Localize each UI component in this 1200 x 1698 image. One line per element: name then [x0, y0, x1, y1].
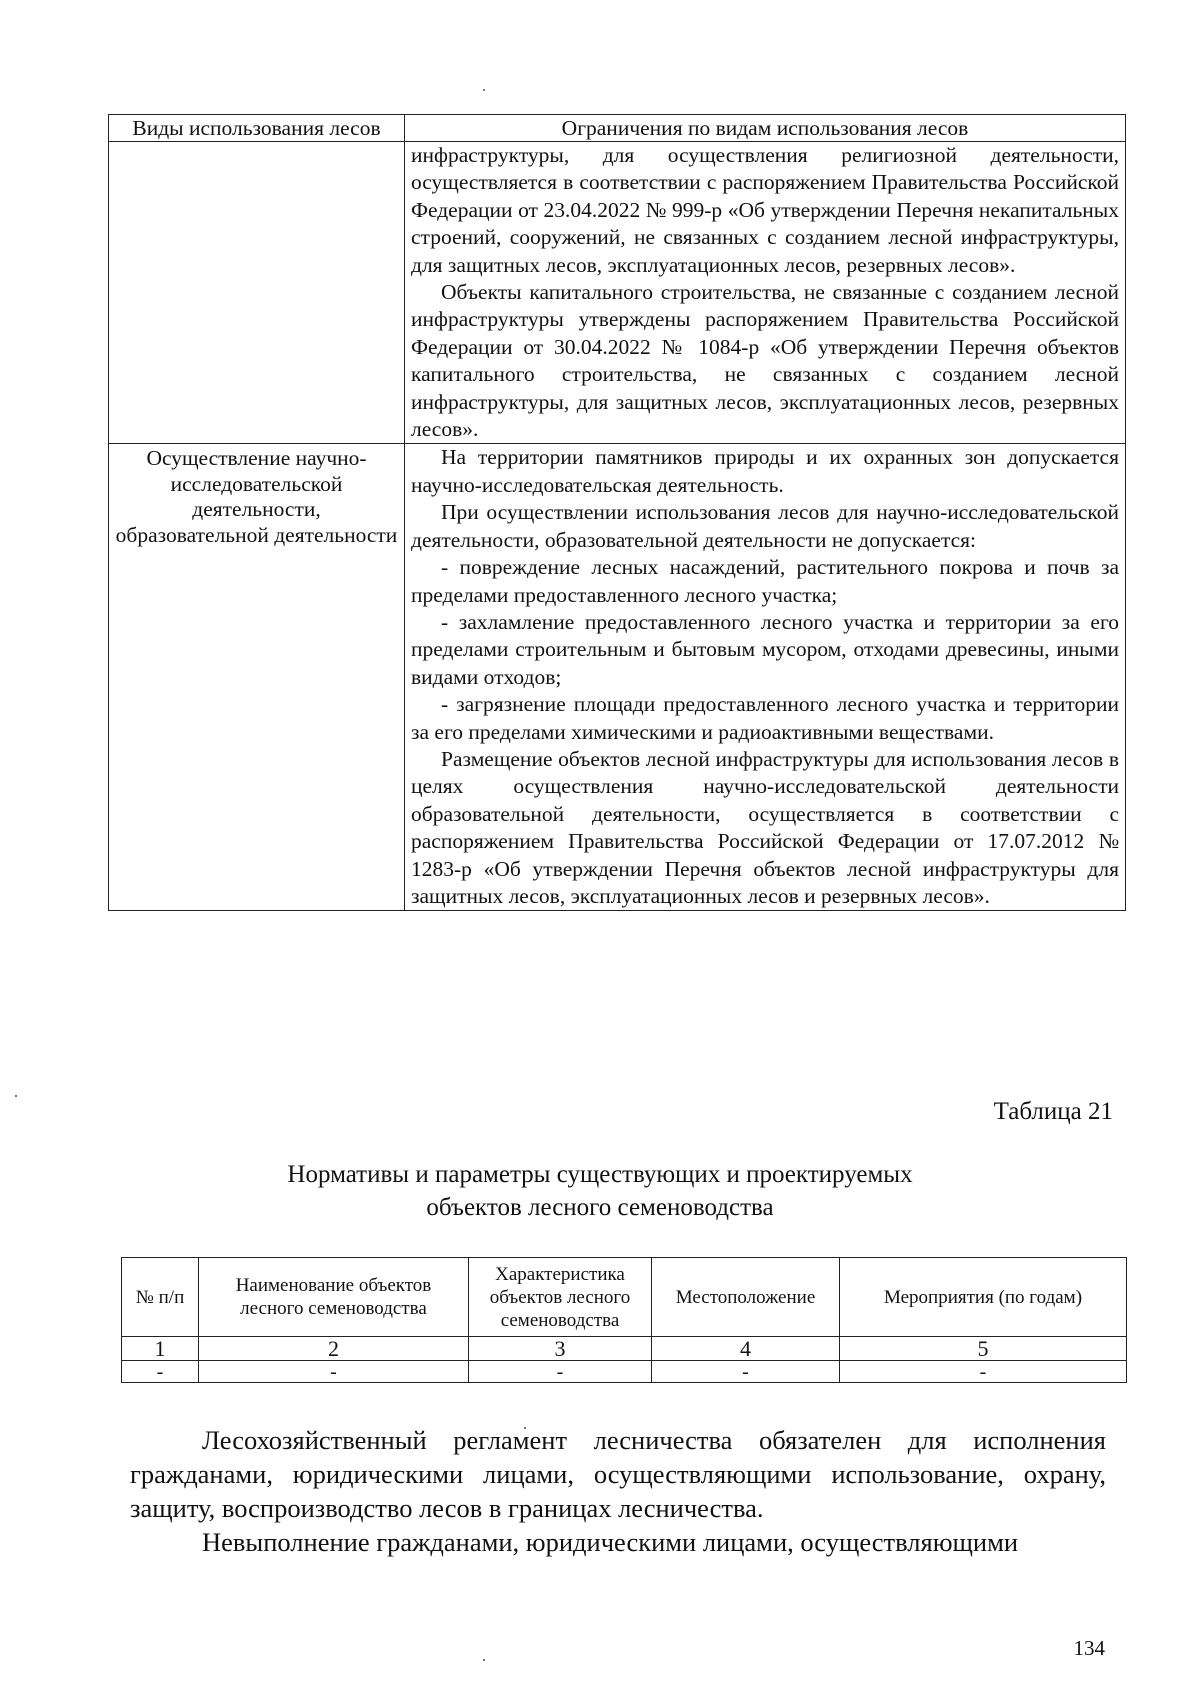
table-header-row	[122, 1258, 1127, 1337]
restriction-list-item: - загрязнение площади предоставленного лесного участка и территории за его пределами химическими и радиоактивными веществами.	[411, 692, 1119, 744]
forest-use-restrictions-table	[108, 114, 1126, 911]
page-number: 134	[1073, 1636, 1105, 1660]
restriction-paragraph: инфраструктуры, для осуществления религиозной деятельности, осуществляется в соответствии с распоряжением Правительства Российской Федерации от 23.04.2022 № 999-р «Об утверждении Перечня некапитальных строений, сооружений, не связанных с созданием лесной инфраструктуры, для защитных лесов, эксплуатационных лесов, резервных лесов».	[411, 143, 1119, 277]
body-paragraph: Лесохозяйственный регламент лесничества обязателен для исполнения гражданами, юридическими лицами, осуществляющими использование, охрану, защиту, воспроизводство лесов в границах лесничества.	[130, 1425, 1106, 1523]
column-header-measures: Мероприятия (по годам)	[840, 1258, 1127, 1337]
table-caption: Таблица 21	[993, 1098, 1113, 1125]
table-cell: -	[199, 1361, 469, 1383]
restriction-list-item: - повреждение лесных насаждений, растительного покрова и почв за пределами предоставленного лесного участка;	[411, 555, 1119, 607]
table-cell: -	[840, 1361, 1127, 1383]
column-number: 1	[122, 1337, 199, 1361]
table-title	[0, 1158, 1200, 1224]
restriction-paragraph: Размещение объектов лесной инфраструктуры для использования лесов в целях осуществления научно-исследовательской деятельности образовательной деятельности, осуществляется в соответствии с распоряжением Правительства Российской Федерации от 17.07.2012 № 1283-р «Об утверждении Перечня объектов лесной инфраструктуры для защитных лесов, эксплуатационных лесов и резервных лесов».	[411, 746, 1119, 908]
table-cell: -	[652, 1361, 840, 1383]
table-cell: -	[122, 1361, 199, 1383]
column-number: 2	[199, 1337, 469, 1361]
column-number: 3	[469, 1337, 652, 1361]
restrictions-cell	[405, 142, 1126, 444]
column-number-row	[122, 1337, 1127, 1361]
scan-speck	[483, 1659, 485, 1661]
table-cell: -	[469, 1361, 652, 1383]
table-header-row	[109, 115, 1126, 142]
column-header-object-name: Наименование объектов лесного семеноводства	[199, 1258, 469, 1337]
restriction-paragraph: Объекты капитального строительства, не связанные с созданием лесной инфраструктуры утверждены распоряжением Правительства Российской Федерации от 30.04.2022 № 1084-р «Об утверждении Перечня объектов капитального строительства, не связанных с созданием лесной инфраструктуры, для защитных лесов, эксплуатационных лесов, резервных лесов».	[411, 280, 1119, 442]
restriction-list-item: - захламление предоставленного лесного участка и территории за его пределами строительным и бытовым мусором, отходами древесины, иными видами отходов;	[411, 609, 1119, 689]
table-row	[109, 444, 1126, 911]
table-title-line: объектов лесного семеноводства	[426, 1194, 774, 1221]
seed-production-table	[121, 1257, 1127, 1383]
body-text	[130, 1423, 1106, 1559]
body-paragraph: Невыполнение гражданами, юридическими лицами, осуществляющими	[202, 1527, 1019, 1557]
restrictions-cell	[405, 444, 1126, 911]
column-number: 4	[652, 1337, 840, 1361]
column-number: 5	[840, 1337, 1127, 1361]
scan-speck	[483, 89, 485, 91]
column-header-number: № п/п	[122, 1258, 199, 1337]
table-row	[122, 1361, 1127, 1383]
scan-speck	[15, 1095, 17, 1097]
table-row	[109, 142, 1126, 444]
column-header-restrictions: Ограничения по видам использования лесов	[405, 115, 1126, 142]
restriction-paragraph: При осуществлении использования лесов для научно-исследовательской деятельности, образовательной деятельности не допускается:	[411, 500, 1119, 552]
use-type-cell	[109, 142, 405, 444]
column-header-location: Местоположение	[652, 1258, 840, 1337]
column-header-use-types: Виды использования лесов	[109, 115, 405, 142]
table-title-line: Нормативы и параметры существующих и проектируемых	[287, 1161, 913, 1188]
use-type-cell: Осуществление научно-исследовательской деятельности, образовательной деятельности	[109, 444, 405, 911]
column-header-characteristics: Характеристика объектов лесного семеноводства	[469, 1258, 652, 1337]
restriction-paragraph: На территории памятников природы и их охранных зон допускается научно-исследовательская деятельность.	[411, 445, 1119, 497]
